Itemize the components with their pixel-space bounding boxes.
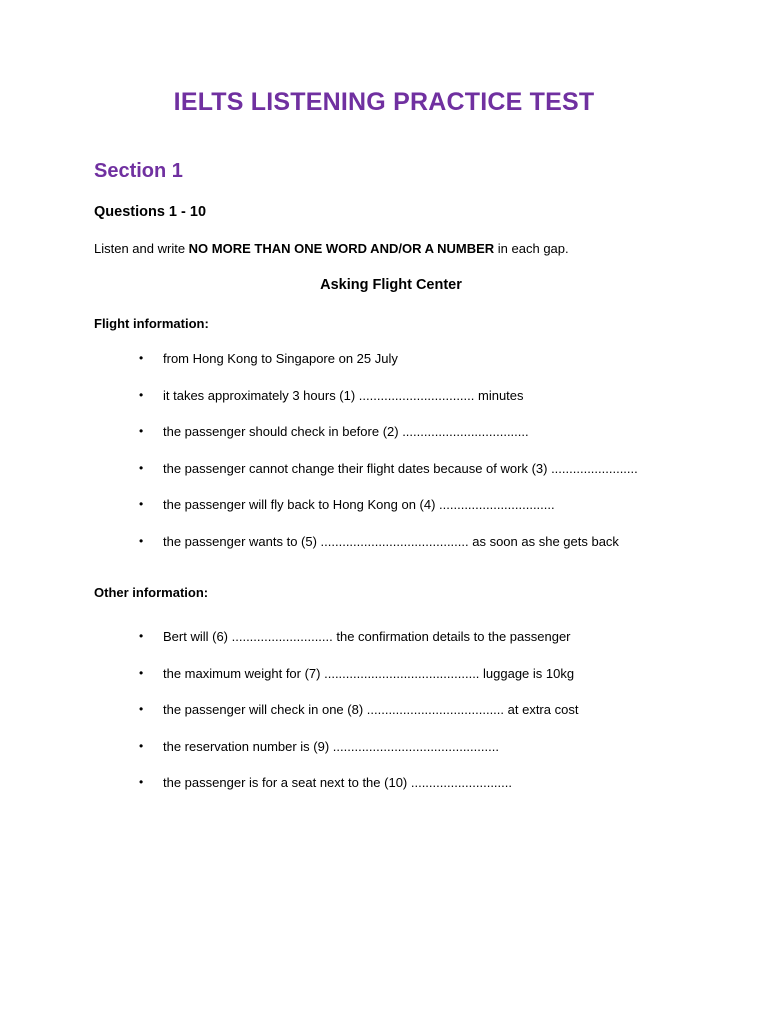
instructions-emphasis: NO MORE THAN ONE WORD AND/OR A NUMBER xyxy=(188,241,495,256)
bullet-icon: • xyxy=(139,702,144,716)
other-information-label: Other information: xyxy=(94,585,209,600)
list-item-text: the passenger will fly back to Hong Kong on (4) ................................ xyxy=(163,497,555,512)
list-item xyxy=(0,497,768,534)
list-item-text: the passenger will check in one (8) ...................................... at extra cost xyxy=(163,702,579,717)
list-item-text: Bert will (6) ............................ the confirmation details to the passenger xyxy=(163,629,571,644)
bullet-icon: • xyxy=(139,665,144,680)
instructions xyxy=(94,241,569,256)
list-item xyxy=(0,534,768,571)
bullet-icon: • xyxy=(139,775,144,789)
bullet-icon: • xyxy=(139,738,144,753)
list-item-text: the passenger should check in before (2) ................................... xyxy=(163,424,529,439)
bullet-icon: • xyxy=(139,497,144,511)
other-information-list xyxy=(0,629,768,812)
bullet-icon: • xyxy=(139,460,144,475)
list-item xyxy=(0,388,768,425)
section-heading: Section 1 xyxy=(94,160,183,182)
questions-heading: Questions 1 - 10 xyxy=(94,204,207,220)
form-title: Asking Flight Center xyxy=(320,277,462,293)
bullet-icon: • xyxy=(139,533,144,548)
list-item xyxy=(0,666,768,703)
instructions-suffix: in each gap. xyxy=(494,241,569,256)
list-item xyxy=(0,461,768,498)
bullet-icon: • xyxy=(139,351,144,365)
bullet-icon: • xyxy=(139,629,144,643)
bullet-icon: • xyxy=(139,424,144,438)
list-item-text: the reservation number is (9) .............................................. xyxy=(163,738,499,754)
list-item xyxy=(0,351,768,388)
list-item xyxy=(0,739,768,776)
list-item-text: the passenger cannot change their flight dates because of work (3) ........................ xyxy=(163,460,638,476)
instructions-prefix: Listen and write xyxy=(94,241,189,256)
flight-information-list xyxy=(0,351,768,570)
bullet-icon: • xyxy=(139,387,144,402)
list-item-text: from Hong Kong to Singapore on 25 July xyxy=(163,351,398,366)
list-item-text: it takes approximately 3 hours (1) ................................ minutes xyxy=(163,387,524,403)
list-item-text: the passenger is for a seat next to the (10) ............................ xyxy=(163,775,512,790)
page-title: IELTS LISTENING PRACTICE TEST xyxy=(173,88,595,116)
list-item xyxy=(0,629,768,666)
list-item xyxy=(0,702,768,739)
list-item-text: the maximum weight for (7) ........................................... luggage is 10kg xyxy=(163,665,575,681)
list-item xyxy=(0,775,768,812)
list-item xyxy=(0,424,768,461)
flight-information-label: Flight information: xyxy=(94,316,209,331)
list-item-text: the passenger wants to (5) ......................................... as soon as she gets back xyxy=(163,533,619,549)
